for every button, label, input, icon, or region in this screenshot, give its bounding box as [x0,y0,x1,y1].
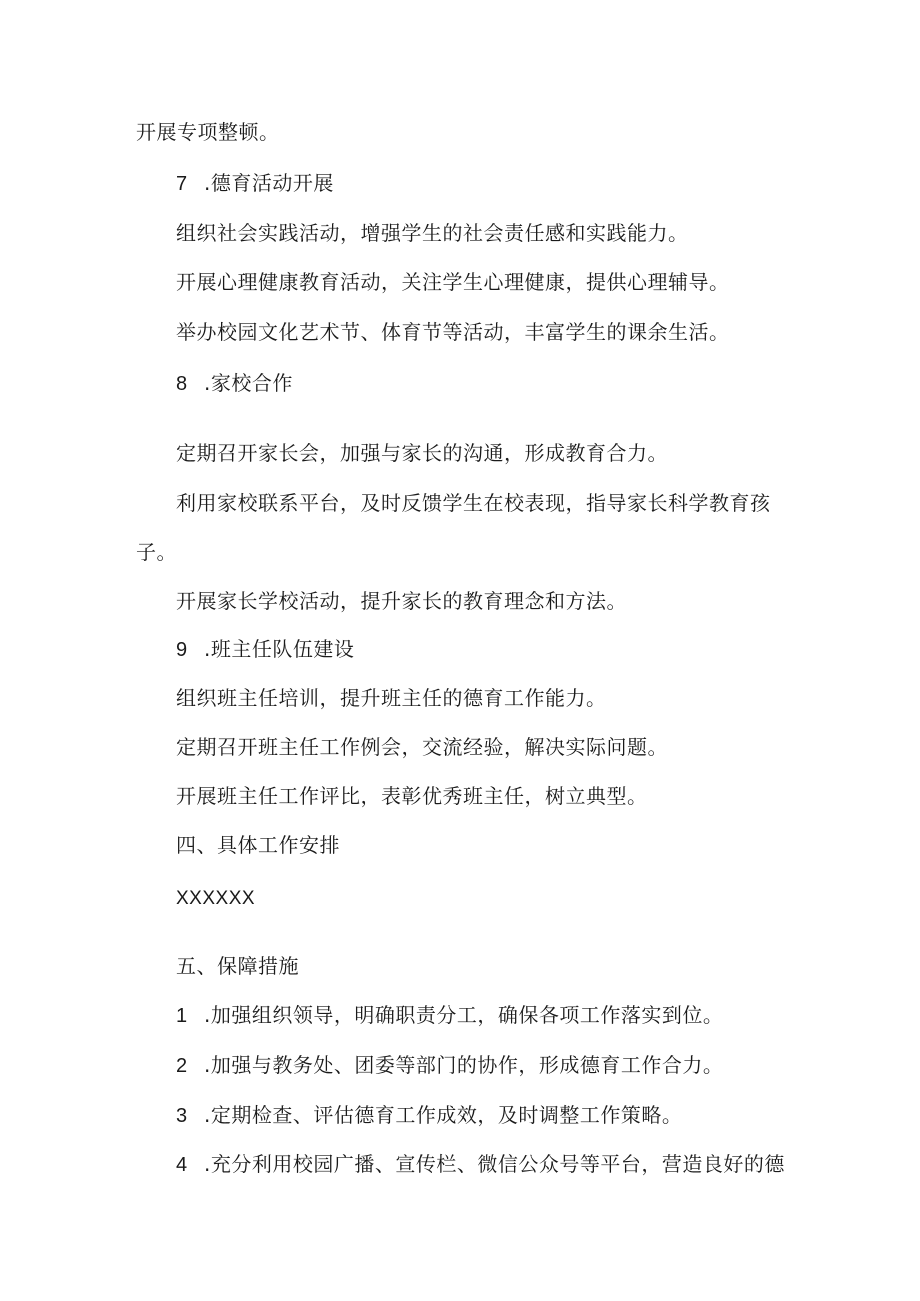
paragraph-continuation [136,120,280,144]
numbered-item-2 [176,1053,723,1078]
section-heading-7 [176,171,334,196]
item-number: 4 [176,1154,188,1176]
item-number: 8 [176,373,188,395]
heading-text: .德育活动开展 [204,171,334,195]
placeholder-text [176,885,255,911]
heading-text: .家校合作 [204,371,293,395]
paragraph-continuation [136,540,177,564]
paragraph [176,320,730,344]
paragraph [176,491,771,515]
section-heading-four [176,833,340,857]
numbered-item-1 [176,1003,723,1028]
numbered-item-4 [176,1152,785,1177]
heading-text: 四、具体工作安排 [176,833,340,857]
section-heading-five [176,954,299,978]
paragraph-text: 利用家校联系平台，及时反馈学生在校表现，指导家长科学教育孩 [176,491,771,515]
paragraph [176,735,668,759]
paragraph-text: .加强组织领导，明确职责分工，确保各项工作落实到位。 [204,1003,724,1027]
paragraph-text: 开展专项整顿。 [136,120,280,144]
paragraph-text: 子。 [136,540,177,564]
paragraph-text: 组织社会实践活动，增强学生的社会责任感和实践能力。 [176,221,689,245]
item-number: 3 [176,1105,188,1127]
paragraph-text: 定期召开班主任工作例会，交流经验，解决实际问题。 [176,735,668,759]
numbered-item-3 [176,1103,682,1128]
section-heading-9 [176,637,354,662]
heading-text: .班主任队伍建设 [204,637,355,661]
paragraph [176,686,607,710]
paragraph-text: 开展心理健康教育活动，关注学生心理健康，提供心理辅导。 [176,270,730,294]
paragraph-text: XXXXXX [176,888,256,909]
paragraph [176,270,730,294]
item-number: 2 [176,1055,188,1077]
item-number: 7 [176,173,188,195]
paragraph-text: 组织班主任培训，提升班主任的德育工作能力。 [176,686,607,710]
paragraph-text: 开展家长学校活动，提升家长的教育理念和方法。 [176,589,627,613]
item-number: 9 [176,639,188,661]
paragraph-text: 举办校园文化艺术节、体育节等活动，丰富学生的课余生活。 [176,320,730,344]
heading-text: 五、保障措施 [176,954,299,978]
paragraph [176,441,668,465]
paragraph-text: 开展班主任工作评比，表彰优秀班主任，树立典型。 [176,784,648,808]
paragraph-text: .加强与教务处、团委等部门的协作，形成德育工作合力。 [204,1053,724,1077]
paragraph [176,784,648,808]
paragraph [176,221,689,245]
paragraph-text: 定期召开家长会，加强与家长的沟通，形成教育合力。 [176,441,668,465]
paragraph-text: .充分利用校园广播、宣传栏、微信公众号等平台，营造良好的德 [204,1152,785,1176]
section-heading-8 [176,371,293,396]
paragraph-text: .定期检查、评估德育工作成效，及时调整工作策略。 [204,1103,683,1127]
item-number: 1 [176,1005,188,1027]
paragraph [176,589,627,613]
